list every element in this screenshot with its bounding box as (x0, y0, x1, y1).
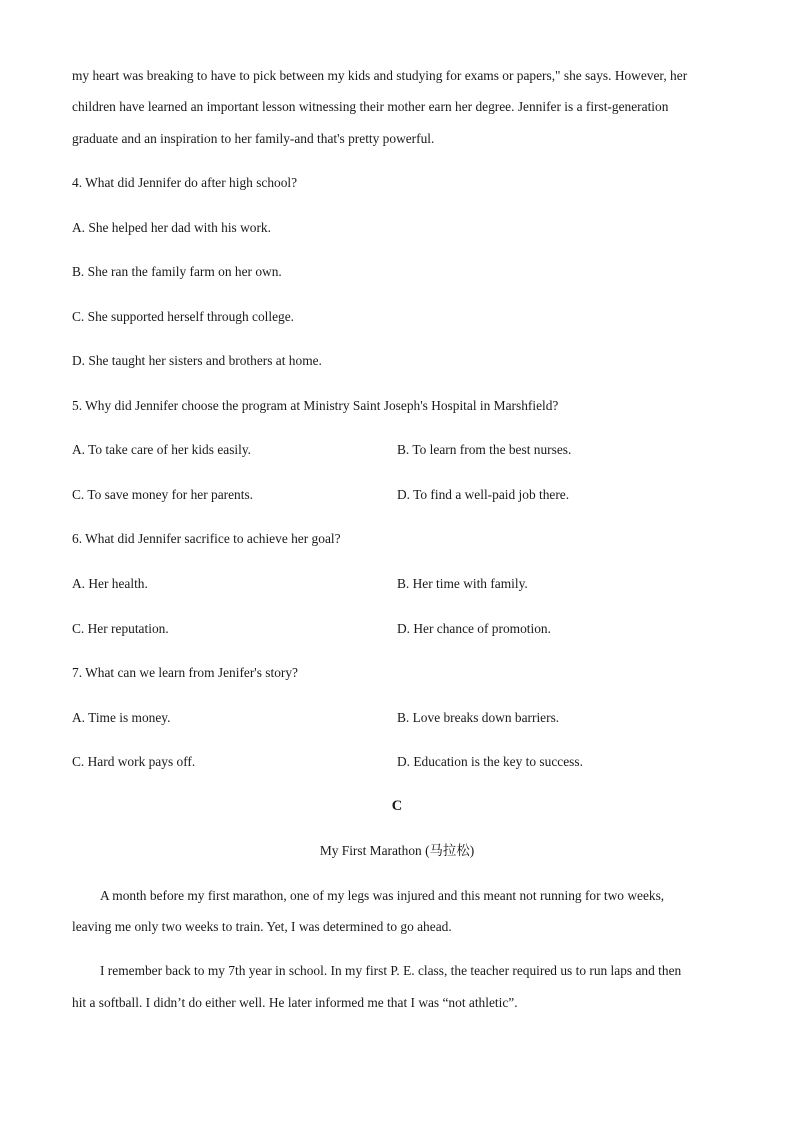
question-5-option-a: A. To take care of her kids easily. (72, 442, 252, 457)
question-7-option-b: B. Love breaks down barriers. (397, 710, 560, 725)
question-6-option-b: B. Her time with family. (397, 576, 528, 591)
question-4-option-b: B. She ran the family farm on her own. (72, 264, 282, 279)
question-7-option-d: D. Education is the key to success. (397, 754, 583, 769)
question-7-option-a: A. Time is money. (72, 710, 171, 725)
question-4-option-c: C. She supported herself through college. (72, 309, 295, 324)
question-4-option-d: D. She taught her sisters and brothers at home. (72, 353, 322, 368)
question-7-option-c: C. Hard work pays off. (72, 754, 196, 769)
passage-line: children have learned an important lesson witnessing their mother earn her degree. Jennifer is a first-generation (72, 99, 669, 114)
paragraph-line: leaving me only two weeks to train. Yet, I was determined to go ahead. (72, 919, 452, 934)
question-7-stem: 7. What can we learn from Jenifer's story? (72, 665, 298, 680)
paragraph-line: hit a softball. I didn’t do either well. He later informed me that I was “not athletic”. (72, 995, 518, 1010)
passage-line: graduate and an inspiration to her family-and that's pretty powerful. (72, 131, 435, 146)
question-5-option-d: D. To find a well-paid job there. (397, 487, 570, 502)
paragraph-line: I remember back to my 7th year in school. In my first P. E. class, the teacher required us to run laps and then (100, 963, 682, 978)
question-6-option-a: A. Her health. (72, 576, 148, 591)
passage-title: My First Marathon (马拉松) (319, 843, 475, 858)
question-6-stem: 6. What did Jennifer sacrifice to achieve her goal? (72, 531, 341, 546)
question-4-option-a: A. She helped her dad with his work. (72, 220, 271, 235)
section-letter: C (391, 798, 403, 814)
passage-line: my heart was breaking to have to pick between my kids and studying for exams or papers," she says. However, her (72, 68, 688, 83)
question-4-stem: 4. What did Jennifer do after high school? (72, 175, 298, 190)
question-5-option-b: B. To learn from the best nurses. (397, 442, 572, 457)
question-5-stem: 5. Why did Jennifer choose the program at Ministry Saint Joseph's Hospital in Marshfield? (72, 398, 559, 413)
question-5-option-c: C. To save money for her parents. (72, 487, 254, 502)
question-6-option-d: D. Her chance of promotion. (397, 621, 551, 636)
paragraph-line: A month before my first marathon, one of my legs was injured and this meant not running for two weeks, (100, 888, 665, 903)
question-6-option-c: C. Her reputation. (72, 621, 169, 636)
